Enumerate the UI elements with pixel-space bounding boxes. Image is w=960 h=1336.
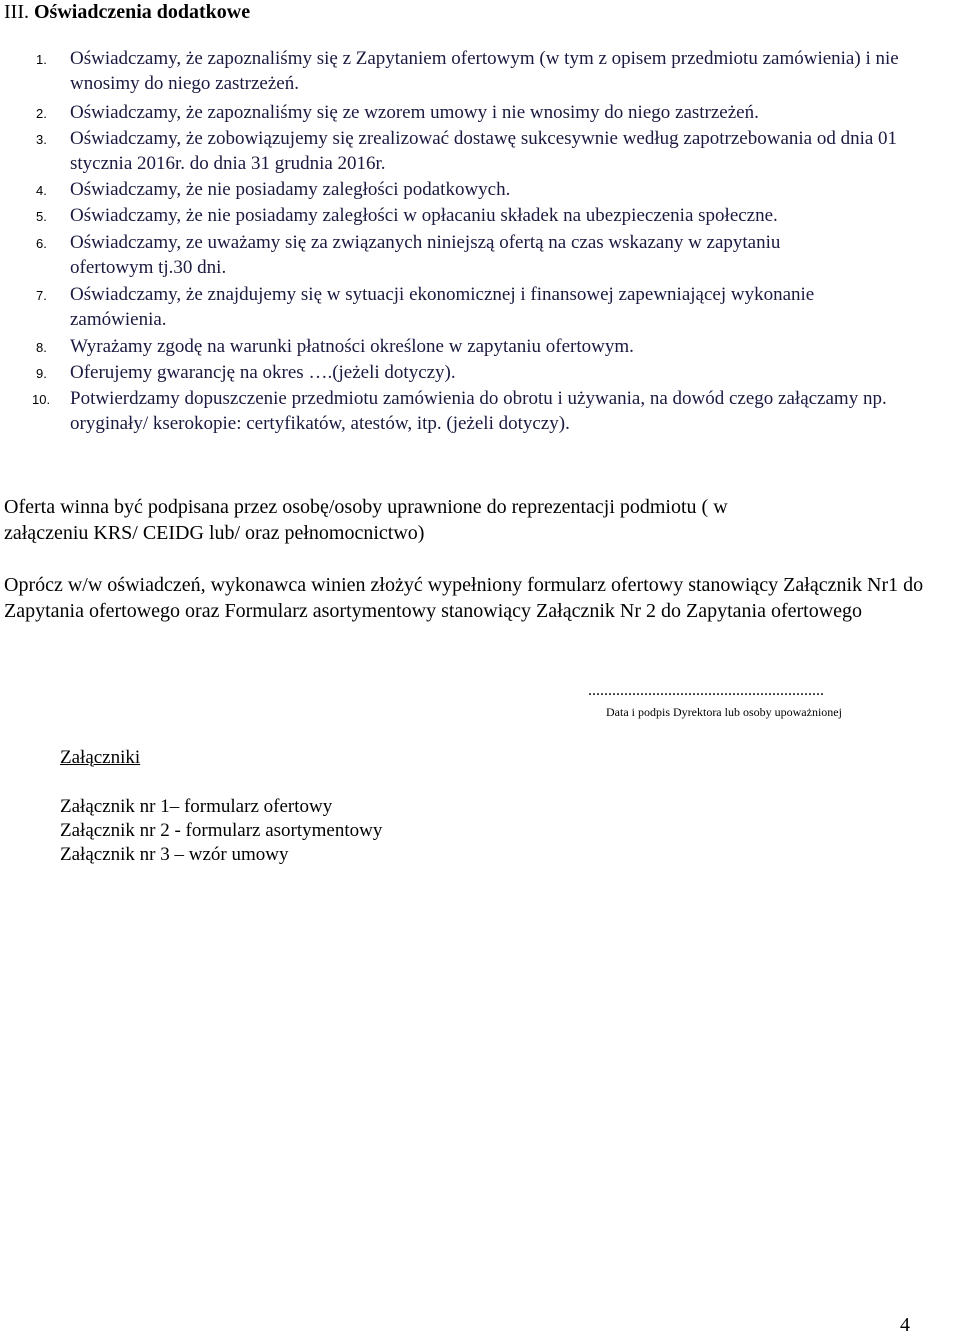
additional-documents-paragraph: Oprócz w/w oświadczeń, wykonawca winien złożyć wypełniony formularz ofertowy stanowiący Załącznik Nr1 do Zapytania ofertowego oraz Formularz asortymentowy stanowiący Załącznik Nr 2 do Zapytania ofertowego [4,574,924,622]
declaration-number: 2. [36,106,47,121]
declaration-text: Oświadczamy, że nie posiadamy zaległości podatkowych. [70,179,511,200]
declaration-number: 5. [36,209,47,224]
declaration-number: 7. [36,288,47,303]
section-number: III. [4,1,29,23]
declaration-text: Potwierdzamy dopuszczenie przedmiotu zamówienia do obrotu i używania, na dowód czego załączamy np. oryginały/ kserokopie: certyfikatów, atestów, itp. (jeżeli dotyczy). [70,388,887,434]
declaration-text: Oferujemy gwarancję na okres ….(jeżeli dotyczy). [70,362,456,383]
declaration-item [0,46,960,96]
declaration-item [0,177,960,202]
declaration-text: Oświadczamy, że znajdujemy się w sytuacji ekonomicznej i finansowej zapewniającej wykonanie zamówienia. [70,284,815,330]
declaration-number: 8. [36,340,47,355]
declaration-text: Oświadczamy, że zapoznaliśmy się z Zapytaniem ofertowym (w tym z opisem przedmiotu zamówienia) i nie wnosimy do niego zastrzeżeń. [70,48,899,94]
declaration-text: Oświadczamy, że zapoznaliśmy się ze wzorem umowy i nie wnosimy do niego zastrzeżeń. [70,102,759,123]
attachment-item: Załącznik nr 2 - formularz asortymentowy [60,820,383,841]
attachment-item: Załącznik nr 3 – wzór umowy [60,844,289,865]
declaration-text: Oświadczamy, ze uważamy się za związanych niniejszą ofertą na czas wskazany w zapytaniu ofertowym tj.30 dni. [70,232,781,278]
declaration-number: 10. [32,392,51,407]
declaration-number: 9. [36,366,47,381]
attachments-heading: Załączniki [60,747,141,768]
signing-requirement-paragraph: Oferta winna być podpisana przez osobę/osoby uprawnione do reprezentacji podmiotu ( w załączeniu KRS/ CEIDG lub/ oraz pełnomocnictwo) [4,496,728,544]
declaration-text: Oświadczamy, że zobowiązujemy się zrealizować dostawę sukcesywnie według zapotrzebowania od dnia 01 stycznia 2016r. do dnia 31 grudnia 2016r. [70,128,898,174]
declarations-list [0,46,960,440]
attachments-list [60,795,382,867]
declaration-item [0,100,960,125]
section-heading [4,0,250,24]
page-number: 4 [900,1314,910,1336]
declaration-number: 1. [36,52,47,67]
signature-caption: Data i podpis Dyrektora lub osoby upoważnionej [606,705,842,719]
declaration-item [0,360,960,385]
declaration-item [0,334,960,359]
declaration-item [0,230,960,280]
declaration-item [0,126,960,176]
declaration-text: Wyrażamy zgodę na warunki płatności określone w zapytaniu ofertowym. [70,336,634,357]
section-title: Oświadczenia dodatkowe [33,1,251,23]
signature-line: ........................................................... [588,682,824,699]
declaration-number: 3. [36,132,47,147]
attachment-item: Załącznik nr 1– formularz ofertowy [60,796,333,817]
declaration-text: Oświadczamy, że nie posiadamy zaległości w opłacaniu składek na ubezpieczenia społeczne. [70,205,778,226]
declaration-item [0,203,960,228]
declaration-number: 4. [36,183,47,198]
declaration-item [0,386,960,436]
declaration-number: 6. [36,236,47,251]
declaration-item [0,282,960,332]
